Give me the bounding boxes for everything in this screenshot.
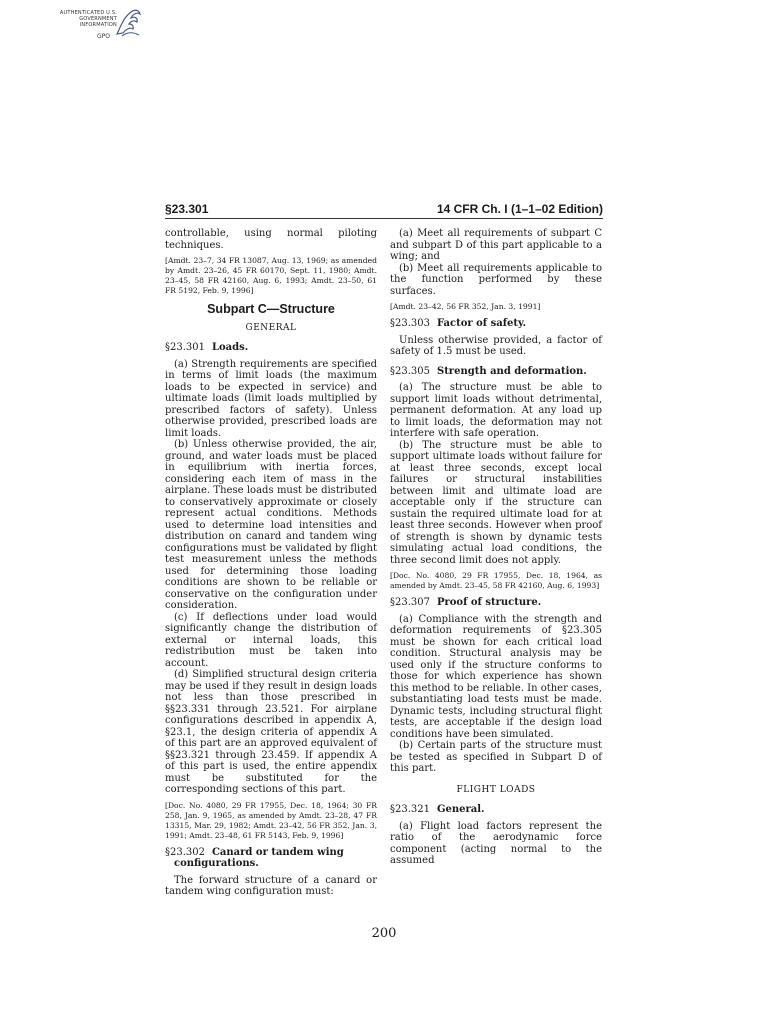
gpo-authentication-seal — [55, 6, 145, 46]
section-heading-23-307 — [390, 597, 602, 609]
paragraph-a: (a) Strength requirements are specified in terms of limit loads (the maximum loads to be expected in service) and ultimate loads (limit loads multiplied by prescribed factors of safety). Unless otherwise provided, prescribed loads are limit loads. — [165, 358, 377, 439]
header-title: 14 CFR Ch. I (1–1–02 Edition) — [436, 202, 603, 216]
paragraph-a: (a) Compliance with the strength and deformation requirements of §23.305 must be shown for each critical load condition. Structural analysis may be used only if the structure conforms to those for which experience has shown this method to be reliable. In other cases, substantiating load tests must be made. Dynamic tests, including structural flight tests, are acceptable if the design load conditions have been simulated. — [390, 613, 602, 740]
section-number: §23.307 — [390, 597, 430, 608]
section-number: §23.302 — [165, 846, 205, 858]
section-heading-23-301 — [165, 342, 377, 354]
right-column — [390, 228, 602, 867]
amendment-note: [Doc. No. 4080, 29 FR 17955, Dec. 18, 1964, as amended by Amdt. 23–45, 58 FR 42160, Aug. 6, 1993] — [390, 571, 602, 590]
section-number: §23.305 — [390, 365, 430, 377]
paragraph-a: (a) Flight load factors represent the ratio of the aerodynamic force component (acting normal to the assumed — [390, 820, 602, 866]
paragraph-c: (c) If deflections under load would significantly change the distribution of external or internal loads, this redistribution must be taken into account. — [165, 611, 377, 669]
paragraph-b: (b) Certain parts of the structure must be tested as specified in Subpart D of this part. — [390, 740, 602, 774]
amendment-note: [Amdt. 23–7, 34 FR 13087, Aug. 13, 1969; as amended by Amdt. 23–26, 45 FR 60170, Sept. 11, 1980; Amdt. 23–45, 58 FR 42160, Aug. 6, 1993; Amdt. 23–50, 61 FR 5192, Feb. 9, 1996] — [165, 256, 377, 295]
paragraph-d: (d) Simplified structural design criteria may be used if they result in design loads not less than those prescribed in §§23.331 through 23.521. For airplane configurations described in appendix A, §23.1, the design criteria of appendix A of this part are an approved equivalent of §§23.321 through 23.459. If appendix A of this part is used, the entire appendix must be substituted for the corresponding sections of this part. — [165, 669, 377, 795]
section-title: Factor of safety. — [436, 318, 527, 329]
paragraph-a: (a) The structure must be able to support limit loads without detrimental, permanent deformation. At any load up to limit loads, the deformation may not interfere with safe operation. — [390, 382, 602, 439]
section-heading-23-305 — [390, 366, 602, 378]
left-column — [165, 228, 377, 898]
paragraph-b: (b) Meet all requirements applicable to the function performed by these surfaces. — [390, 262, 602, 297]
paragraph-a: (a) Meet all requirements of subpart C and subpart D of this part applicable to a wing; and — [390, 228, 602, 262]
paragraph-b: (b) The structure must be able to support ultimate loads without failure for at least three seconds, except local failures or structural instabilities between limit and ultimate load are acceptable only if the structure can sustain the required ultimate load for at least three seconds. However when proof of strength is shown by dynamic tests simulating actual load conditions, the three second limit does not apply. — [390, 439, 602, 566]
section-number: §23.303 — [390, 318, 430, 329]
section-number: §23.301 — [165, 342, 205, 353]
seal-text: AUTHENTICATED U.S. GOVERNMENT INFORMATION — [59, 10, 117, 28]
section-heading-23-303 — [390, 318, 602, 330]
amendment-note: [Amdt. 23–42, 56 FR 352, Jan. 3, 1991] — [390, 302, 541, 311]
paragraph-text: Unless otherwise provided, a factor of safety of 1.5 must be used. — [390, 334, 602, 357]
gpo-mark: GPO — [97, 33, 110, 40]
section-title: General. — [436, 804, 485, 815]
section-number: §23.321 — [390, 804, 430, 815]
section-heading-23-321 — [390, 804, 602, 816]
page-number: 200 — [371, 926, 397, 941]
paragraph-b: (b) Unless otherwise provided, the air, ground, and water loads must be placed in equilibrium with inertia forces, considering each item of mass in the airplane. These loads must be distributed to conservatively approximate or closely represent actual conditions. Methods used to determine load intensities and distribution on canard and tandem wing configurations must be validated by flight test measurement unless the methods used for determining those loading conditions are shown to be reliable or conservative on the configuration under consideration. — [165, 439, 377, 611]
continued-paragraph: controllable, using normal piloting techniques. — [165, 228, 377, 251]
section-title: Loads. — [211, 342, 249, 353]
section-title: Proof of structure. — [436, 597, 542, 608]
paragraph-intro: The forward structure of a canard or tandem wing configuration must: — [165, 874, 377, 897]
amendment-note: [Doc. No. 4080, 29 FR 17955, Dec. 18, 1964; 30 FR 258, Jan. 9, 1965, as amended by Amdt. 23–28, 47 FR 13315, Mar. 29, 1982; Amdt. 23–42, 56 FR 352, Jan. 3, 1991; Amdt. 23–48, 61 FR 5143, Feb. 9, 1996] — [165, 800, 377, 840]
group-heading-general: GENERAL — [245, 322, 297, 333]
subpart-heading: Subpart C—Structure — [207, 302, 335, 316]
section-heading-23-302 — [165, 847, 377, 870]
running-header — [165, 202, 603, 219]
eagle-icon — [113, 6, 143, 42]
section-title: Strength and deformation. — [436, 365, 587, 377]
group-heading-flight-loads: FLIGHT LOADS — [456, 784, 536, 795]
section-title: Canard or tandem wing configurations. — [174, 846, 344, 869]
header-section: §23.301 — [165, 202, 209, 216]
